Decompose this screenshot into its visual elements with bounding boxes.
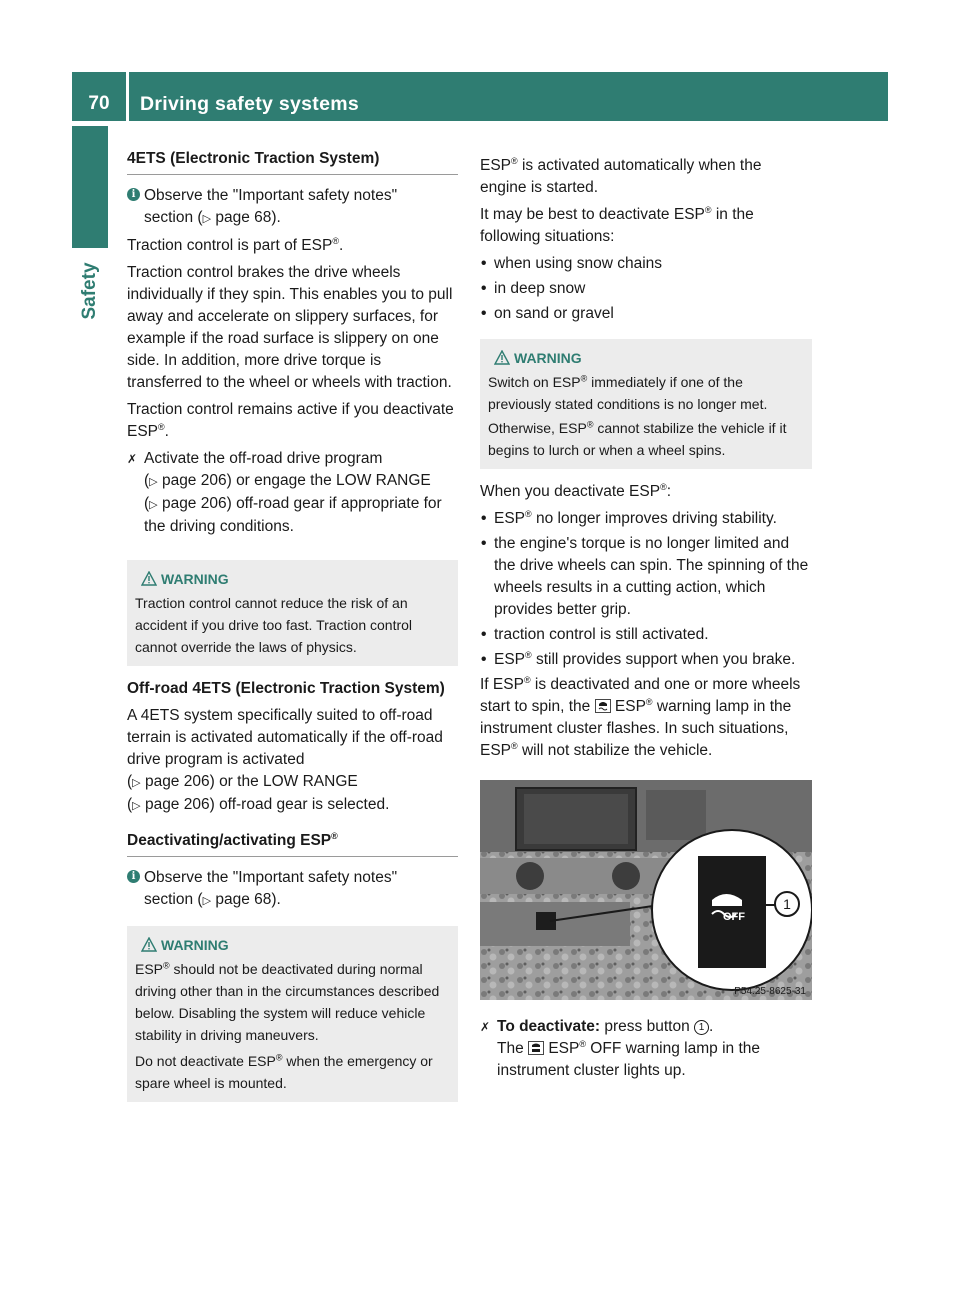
esp-off-lamp-icon <box>528 1041 544 1055</box>
page-title: Driving safety systems <box>140 93 360 115</box>
paragraph: When you deactivate ESP®: <box>480 481 672 500</box>
section-tab <box>72 256 108 326</box>
list-item: • ESP® still provides support when you brake. <box>481 649 796 668</box>
paragraph: Traction control brakes the drive wheels individually if they spin. This enables you to pull away and accelerate on slippery surfaces, for example if the road surface is slippery on one side. In addition, more drive torque is transferred to the wheel or wheels with traction. <box>127 264 453 391</box>
callout-number: 1 <box>783 896 791 912</box>
info-icon: i <box>127 870 140 883</box>
paragraph: It may be best to deactivate ESP® in the following situations: <box>480 204 754 245</box>
header-separator <box>126 72 129 121</box>
warning-box: WARNING ESP® should not be deactivated during normal driving other than in the circumstances described below. Disabling the system will reduce vehicle stability in driving maneuvers. Do not deactivate ESP® when the emergency or spare wheel is mounted. <box>127 926 458 1102</box>
console-illustration <box>480 780 812 1000</box>
heading-deactivating-esp: Deactivating/activating ESP® <box>127 830 458 857</box>
instruction-step: ✗ Activate the off-road drive program (▷ page 206) or engage the LOW RANGE (▷ page 206) off-road gear if appropriate for the driving conditions. <box>127 450 442 535</box>
list-item: • on sand or gravel <box>481 305 614 322</box>
left-column <box>127 148 458 1114</box>
paragraph: A 4ETS system specifically suited to off-road terrain is activated automatically if the off-road drive program is activated (▷ page 206) or the LOW RANGE (▷ page 206) off-road gear is selected. <box>127 707 443 813</box>
paragraph: Traction control remains active if you deactivate ESP®. <box>127 401 454 440</box>
list-item: • in deep snow <box>481 280 586 297</box>
paragraph: Traction control is part of ESP®. <box>127 235 344 254</box>
info-note: i Observe the "Important safety notes" section (▷ page 68). <box>127 185 458 230</box>
warning-triangle-icon <box>494 350 510 365</box>
callout-ref: 1 <box>694 1020 709 1035</box>
warning-triangle-icon <box>141 937 157 952</box>
info-icon: i <box>127 188 140 201</box>
paragraph: ESP® is activated automatically when the engine is started. <box>480 155 762 196</box>
list-item: • traction control is still activated. <box>481 626 709 643</box>
section-marker <box>72 126 108 248</box>
step-marker-icon: ✗ <box>480 1020 491 1034</box>
esp-warning-lamp-icon <box>595 699 611 713</box>
esp-button-photo <box>480 780 812 1000</box>
warning-box: WARNING Switch on ESP® immediately if one of the previously stated conditions is no longer met. Otherwise, ESP® cannot stabilize the vehicle if it begins to lurch or when a wheel spins. <box>480 339 812 469</box>
list-item: • the engine's torque is no longer limited and the drive wheels can spin. The spinning of the wheels results in a cutting action, which provides better grip. <box>481 535 809 618</box>
section-tab-label: Safety <box>79 262 100 320</box>
info-note: i Observe the "Important safety notes" section (▷ page 68). <box>127 867 458 912</box>
heading-offroad-4ets: Off-road 4ETS (Electronic Traction System) <box>127 680 445 697</box>
page-number: 70 <box>88 93 110 114</box>
instruction-step: ✗ To deactivate: press button 1 . The ESP® OFF warning lamp in the instrument cluster lights up. <box>480 1018 760 1079</box>
off-label: OFF <box>723 911 745 923</box>
list-item: • when using snow chains <box>481 255 663 272</box>
paragraph: If ESP® is deactivated and one or more wheels start to spin, the ESP® warning lamp in the instrument cluster flashes. In such situations, ESP® will not stabilize the vehicle. <box>480 674 801 759</box>
page-ref-arrow-icon: ▷ <box>202 213 212 225</box>
warning-triangle-icon <box>141 571 157 586</box>
warning-box: WARNING Traction control cannot reduce the risk of an accident if you drive too fast. Traction control cannot override the laws of physics. <box>127 560 458 666</box>
list-item: • ESP® no longer improves driving stability. <box>481 508 777 527</box>
heading-4ets: 4ETS (Electronic Traction System) <box>127 148 458 175</box>
step-marker-icon: ✗ <box>127 452 138 466</box>
right-column <box>480 155 812 1087</box>
image-code: P54.25-8625-31 <box>734 986 806 997</box>
